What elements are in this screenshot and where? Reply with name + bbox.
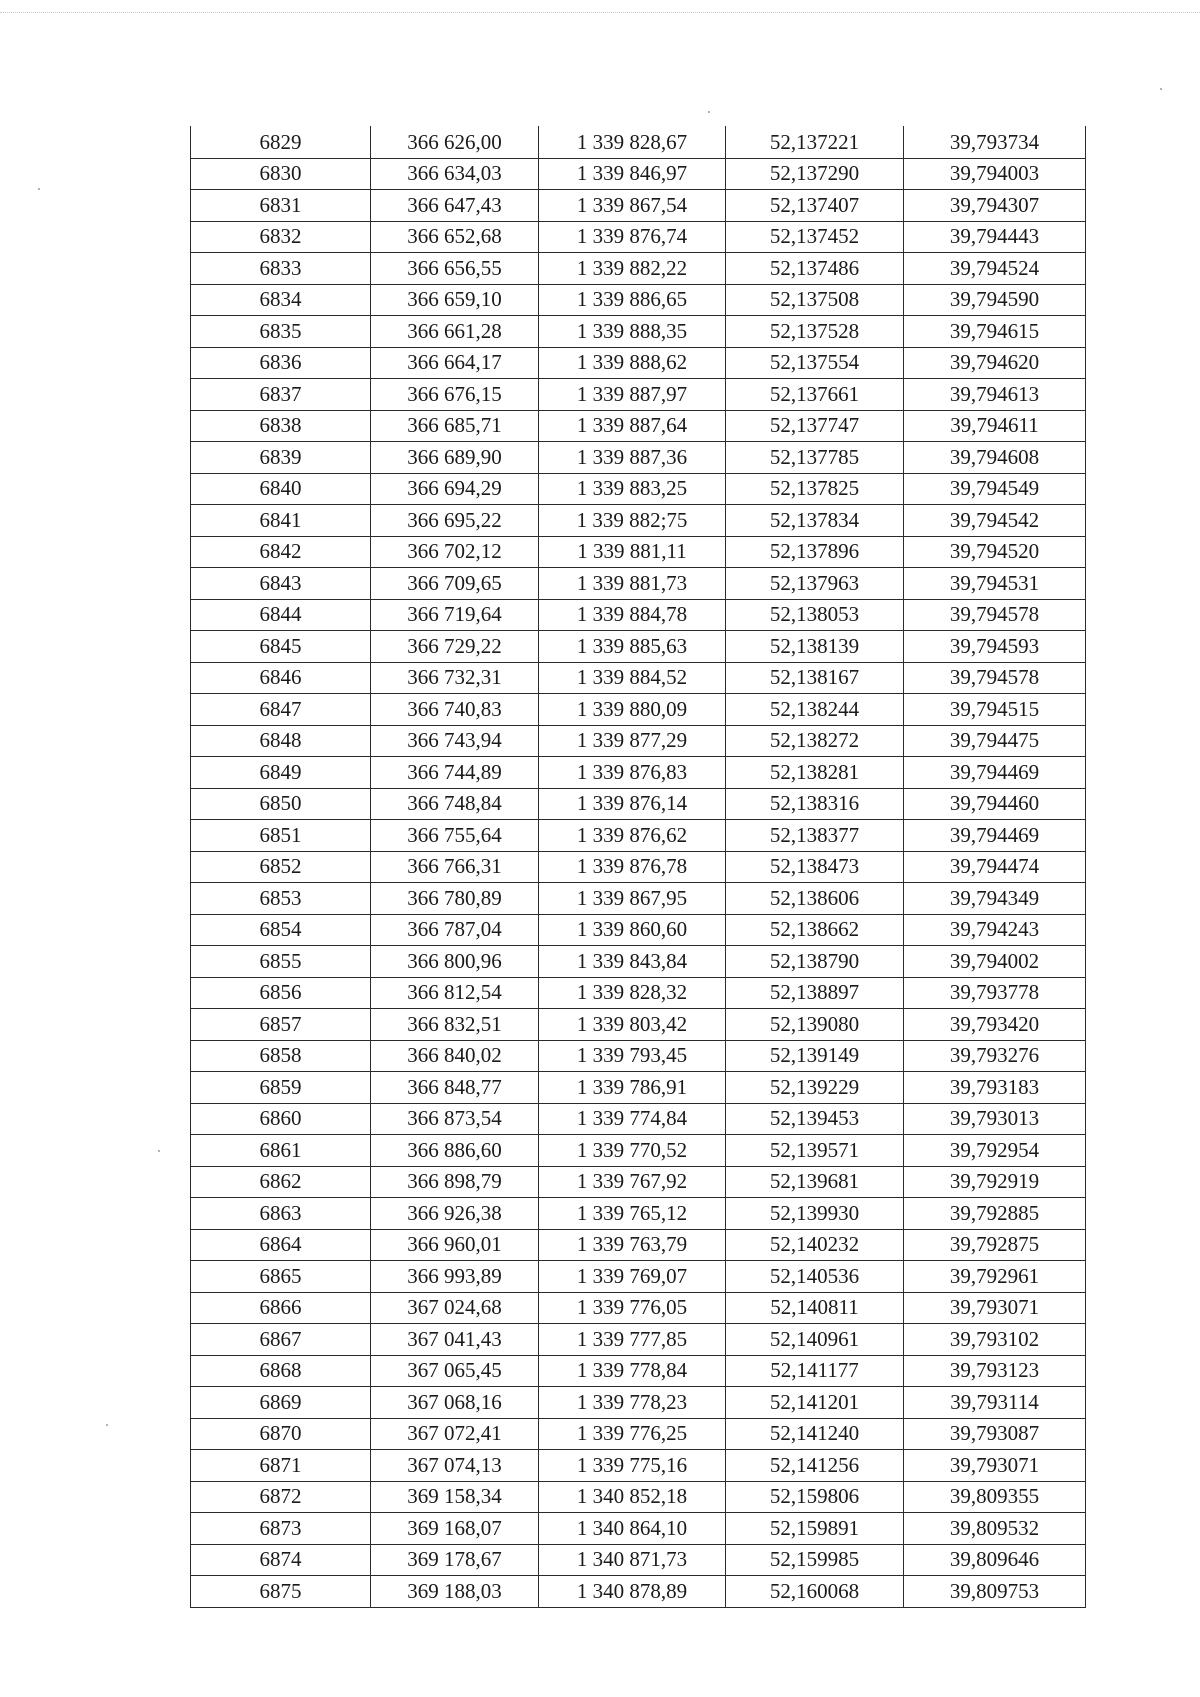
latitude-cell: 52,140232 bbox=[726, 1229, 904, 1261]
y-coordinate-cell: 1 339 884,78 bbox=[539, 599, 726, 631]
latitude-cell: 52,139930 bbox=[726, 1198, 904, 1230]
x-coordinate-cell: 366 694,29 bbox=[371, 473, 539, 505]
y-coordinate-cell: 1 339 867,54 bbox=[539, 190, 726, 222]
x-coordinate-cell: 366 729,22 bbox=[371, 631, 539, 663]
x-coordinate-cell: 366 685,71 bbox=[371, 410, 539, 442]
x-coordinate-cell: 366 719,64 bbox=[371, 599, 539, 631]
x-coordinate-cell: 366 664,17 bbox=[371, 347, 539, 379]
x-coordinate-cell: 367 041,43 bbox=[371, 1324, 539, 1356]
point-number-cell: 6853 bbox=[191, 883, 371, 915]
table-row bbox=[191, 1072, 1086, 1104]
point-number-cell: 6832 bbox=[191, 221, 371, 253]
x-coordinate-cell: 366 840,02 bbox=[371, 1040, 539, 1072]
y-coordinate-cell: 1 339 828,67 bbox=[539, 127, 726, 159]
point-number-cell: 6838 bbox=[191, 410, 371, 442]
x-coordinate-cell: 366 647,43 bbox=[371, 190, 539, 222]
y-coordinate-cell: 1 339 887,36 bbox=[539, 442, 726, 474]
point-number-cell: 6849 bbox=[191, 757, 371, 789]
y-coordinate-cell: 1 339 774,84 bbox=[539, 1103, 726, 1135]
point-number-cell: 6841 bbox=[191, 505, 371, 537]
y-coordinate-cell: 1 339 777,85 bbox=[539, 1324, 726, 1356]
latitude-cell: 52,141240 bbox=[726, 1418, 904, 1450]
point-number-cell: 6870 bbox=[191, 1418, 371, 1450]
point-number-cell: 6839 bbox=[191, 442, 371, 474]
y-coordinate-cell: 1 339 887,64 bbox=[539, 410, 726, 442]
point-number-cell: 6861 bbox=[191, 1135, 371, 1167]
latitude-cell: 52,137896 bbox=[726, 536, 904, 568]
point-number-cell: 6843 bbox=[191, 568, 371, 600]
point-number-cell: 6833 bbox=[191, 253, 371, 285]
longitude-cell: 39,793114 bbox=[904, 1387, 1086, 1419]
point-number-cell: 6842 bbox=[191, 536, 371, 568]
table-row bbox=[191, 1166, 1086, 1198]
y-coordinate-cell: 1 339 763,79 bbox=[539, 1229, 726, 1261]
longitude-cell: 39,793276 bbox=[904, 1040, 1086, 1072]
x-coordinate-cell: 369 168,07 bbox=[371, 1513, 539, 1545]
latitude-cell: 52,137528 bbox=[726, 316, 904, 348]
x-coordinate-cell: 366 800,96 bbox=[371, 946, 539, 978]
table-row bbox=[191, 410, 1086, 442]
y-coordinate-cell: 1 340 871,73 bbox=[539, 1544, 726, 1576]
table-row bbox=[191, 284, 1086, 316]
x-coordinate-cell: 366 659,10 bbox=[371, 284, 539, 316]
latitude-cell: 52,141177 bbox=[726, 1355, 904, 1387]
scan-speck bbox=[1160, 88, 1162, 90]
x-coordinate-cell: 366 766,31 bbox=[371, 851, 539, 883]
longitude-cell: 39,794608 bbox=[904, 442, 1086, 474]
x-coordinate-cell: 366 755,64 bbox=[371, 820, 539, 852]
x-coordinate-cell: 366 873,54 bbox=[371, 1103, 539, 1135]
latitude-cell: 52,139080 bbox=[726, 1009, 904, 1041]
y-coordinate-cell: 1 339 885,63 bbox=[539, 631, 726, 663]
table-row bbox=[191, 347, 1086, 379]
latitude-cell: 52,138897 bbox=[726, 977, 904, 1009]
point-number-cell: 6835 bbox=[191, 316, 371, 348]
latitude-cell: 52,159985 bbox=[726, 1544, 904, 1576]
table-row bbox=[191, 914, 1086, 946]
longitude-cell: 39,793013 bbox=[904, 1103, 1086, 1135]
y-coordinate-cell: 1 339 846,97 bbox=[539, 158, 726, 190]
longitude-cell: 39,794524 bbox=[904, 253, 1086, 285]
y-coordinate-cell: 1 339 843,84 bbox=[539, 946, 726, 978]
table-row bbox=[191, 1261, 1086, 1293]
y-coordinate-cell: 1 339 765,12 bbox=[539, 1198, 726, 1230]
table-row bbox=[191, 757, 1086, 789]
table-row bbox=[191, 1418, 1086, 1450]
longitude-cell: 39,794515 bbox=[904, 694, 1086, 726]
y-coordinate-cell: 1 339 828,32 bbox=[539, 977, 726, 1009]
table-row bbox=[191, 883, 1086, 915]
y-coordinate-cell: 1 339 888,62 bbox=[539, 347, 726, 379]
point-number-cell: 6862 bbox=[191, 1166, 371, 1198]
table-row bbox=[191, 788, 1086, 820]
point-number-cell: 6863 bbox=[191, 1198, 371, 1230]
x-coordinate-cell: 367 024,68 bbox=[371, 1292, 539, 1324]
coordinates-table-body bbox=[191, 127, 1086, 1608]
point-number-cell: 6859 bbox=[191, 1072, 371, 1104]
longitude-cell: 39,794443 bbox=[904, 221, 1086, 253]
x-coordinate-cell: 366 676,15 bbox=[371, 379, 539, 411]
longitude-cell: 39,793183 bbox=[904, 1072, 1086, 1104]
table-row bbox=[191, 662, 1086, 694]
table-row bbox=[191, 158, 1086, 190]
table-row bbox=[191, 379, 1086, 411]
longitude-cell: 39,793102 bbox=[904, 1324, 1086, 1356]
longitude-cell: 39,793071 bbox=[904, 1292, 1086, 1324]
point-number-cell: 6864 bbox=[191, 1229, 371, 1261]
x-coordinate-cell: 366 743,94 bbox=[371, 725, 539, 757]
scan-speck bbox=[106, 1424, 108, 1426]
latitude-cell: 52,137407 bbox=[726, 190, 904, 222]
point-number-cell: 6858 bbox=[191, 1040, 371, 1072]
longitude-cell: 39,792919 bbox=[904, 1166, 1086, 1198]
x-coordinate-cell: 366 886,60 bbox=[371, 1135, 539, 1167]
y-coordinate-cell: 1 339 880,09 bbox=[539, 694, 726, 726]
longitude-cell: 39,794469 bbox=[904, 820, 1086, 852]
table-row bbox=[191, 1103, 1086, 1135]
longitude-cell: 39,809355 bbox=[904, 1481, 1086, 1513]
table-row bbox=[191, 1355, 1086, 1387]
longitude-cell: 39,794620 bbox=[904, 347, 1086, 379]
table-row bbox=[191, 536, 1086, 568]
y-coordinate-cell: 1 339 883,25 bbox=[539, 473, 726, 505]
latitude-cell: 52,138053 bbox=[726, 599, 904, 631]
latitude-cell: 52,138606 bbox=[726, 883, 904, 915]
latitude-cell: 52,138244 bbox=[726, 694, 904, 726]
x-coordinate-cell: 366 740,83 bbox=[371, 694, 539, 726]
latitude-cell: 52,137452 bbox=[726, 221, 904, 253]
y-coordinate-cell: 1 339 886,65 bbox=[539, 284, 726, 316]
x-coordinate-cell: 366 702,12 bbox=[371, 536, 539, 568]
longitude-cell: 39,809532 bbox=[904, 1513, 1086, 1545]
y-coordinate-cell: 1 339 884,52 bbox=[539, 662, 726, 694]
point-number-cell: 6845 bbox=[191, 631, 371, 663]
x-coordinate-cell: 366 960,01 bbox=[371, 1229, 539, 1261]
y-coordinate-cell: 1 339 876,62 bbox=[539, 820, 726, 852]
longitude-cell: 39,794243 bbox=[904, 914, 1086, 946]
latitude-cell: 52,137661 bbox=[726, 379, 904, 411]
point-number-cell: 6847 bbox=[191, 694, 371, 726]
table-row bbox=[191, 694, 1086, 726]
longitude-cell: 39,793734 bbox=[904, 127, 1086, 159]
table-row bbox=[191, 977, 1086, 1009]
longitude-cell: 39,794531 bbox=[904, 568, 1086, 600]
table-row bbox=[191, 568, 1086, 600]
point-number-cell: 6875 bbox=[191, 1576, 371, 1608]
point-number-cell: 6836 bbox=[191, 347, 371, 379]
x-coordinate-cell: 369 188,03 bbox=[371, 1576, 539, 1608]
x-coordinate-cell: 367 065,45 bbox=[371, 1355, 539, 1387]
point-number-cell: 6846 bbox=[191, 662, 371, 694]
x-coordinate-cell: 366 748,84 bbox=[371, 788, 539, 820]
latitude-cell: 52,138662 bbox=[726, 914, 904, 946]
point-number-cell: 6848 bbox=[191, 725, 371, 757]
y-coordinate-cell: 1 339 881,11 bbox=[539, 536, 726, 568]
longitude-cell: 39,794549 bbox=[904, 473, 1086, 505]
point-number-cell: 6854 bbox=[191, 914, 371, 946]
latitude-cell: 52,141256 bbox=[726, 1450, 904, 1482]
table-row bbox=[191, 473, 1086, 505]
point-number-cell: 6856 bbox=[191, 977, 371, 1009]
latitude-cell: 52,138272 bbox=[726, 725, 904, 757]
table-row bbox=[191, 851, 1086, 883]
latitude-cell: 52,137963 bbox=[726, 568, 904, 600]
table-row bbox=[191, 725, 1086, 757]
point-number-cell: 6860 bbox=[191, 1103, 371, 1135]
x-coordinate-cell: 367 068,16 bbox=[371, 1387, 539, 1419]
y-coordinate-cell: 1 339 803,42 bbox=[539, 1009, 726, 1041]
latitude-cell: 52,159891 bbox=[726, 1513, 904, 1545]
latitude-cell: 52,139453 bbox=[726, 1103, 904, 1135]
latitude-cell: 52,141201 bbox=[726, 1387, 904, 1419]
latitude-cell: 52,140536 bbox=[726, 1261, 904, 1293]
y-coordinate-cell: 1 339 876,78 bbox=[539, 851, 726, 883]
point-number-cell: 6831 bbox=[191, 190, 371, 222]
table-row bbox=[191, 1198, 1086, 1230]
table-row bbox=[191, 1513, 1086, 1545]
y-coordinate-cell: 1 339 793,45 bbox=[539, 1040, 726, 1072]
longitude-cell: 39,794615 bbox=[904, 316, 1086, 348]
x-coordinate-cell: 366 926,38 bbox=[371, 1198, 539, 1230]
table-row bbox=[191, 820, 1086, 852]
table-row bbox=[191, 442, 1086, 474]
scan-edge-line bbox=[0, 12, 1200, 13]
x-coordinate-cell: 369 178,67 bbox=[371, 1544, 539, 1576]
x-coordinate-cell: 366 652,68 bbox=[371, 221, 539, 253]
longitude-cell: 39,794349 bbox=[904, 883, 1086, 915]
y-coordinate-cell: 1 339 876,83 bbox=[539, 757, 726, 789]
latitude-cell: 52,140961 bbox=[726, 1324, 904, 1356]
point-number-cell: 6857 bbox=[191, 1009, 371, 1041]
x-coordinate-cell: 366 832,51 bbox=[371, 1009, 539, 1041]
longitude-cell: 39,793123 bbox=[904, 1355, 1086, 1387]
table-row bbox=[191, 1135, 1086, 1167]
x-coordinate-cell: 366 732,31 bbox=[371, 662, 539, 694]
point-number-cell: 6852 bbox=[191, 851, 371, 883]
latitude-cell: 52,137747 bbox=[726, 410, 904, 442]
longitude-cell: 39,792875 bbox=[904, 1229, 1086, 1261]
point-number-cell: 6871 bbox=[191, 1450, 371, 1482]
x-coordinate-cell: 366 780,89 bbox=[371, 883, 539, 915]
latitude-cell: 52,137834 bbox=[726, 505, 904, 537]
x-coordinate-cell: 366 709,65 bbox=[371, 568, 539, 600]
latitude-cell: 52,137508 bbox=[726, 284, 904, 316]
y-coordinate-cell: 1 339 876,14 bbox=[539, 788, 726, 820]
y-coordinate-cell: 1 340 864,10 bbox=[539, 1513, 726, 1545]
table-row bbox=[191, 1481, 1086, 1513]
y-coordinate-cell: 1 339 786,91 bbox=[539, 1072, 726, 1104]
y-coordinate-cell: 1 339 867,95 bbox=[539, 883, 726, 915]
table-row bbox=[191, 221, 1086, 253]
latitude-cell: 52,138316 bbox=[726, 788, 904, 820]
table-row bbox=[191, 1450, 1086, 1482]
longitude-cell: 39,794469 bbox=[904, 757, 1086, 789]
x-coordinate-cell: 366 812,54 bbox=[371, 977, 539, 1009]
x-coordinate-cell: 366 626,00 bbox=[371, 127, 539, 159]
latitude-cell: 52,140811 bbox=[726, 1292, 904, 1324]
scan-speck bbox=[158, 1150, 160, 1152]
latitude-cell: 52,137825 bbox=[726, 473, 904, 505]
table-row bbox=[191, 1009, 1086, 1041]
x-coordinate-cell: 366 656,55 bbox=[371, 253, 539, 285]
y-coordinate-cell: 1 339 860,60 bbox=[539, 914, 726, 946]
x-coordinate-cell: 366 634,03 bbox=[371, 158, 539, 190]
longitude-cell: 39,794590 bbox=[904, 284, 1086, 316]
x-coordinate-cell: 367 072,41 bbox=[371, 1418, 539, 1450]
y-coordinate-cell: 1 339 877,29 bbox=[539, 725, 726, 757]
latitude-cell: 52,138139 bbox=[726, 631, 904, 663]
longitude-cell: 39,794003 bbox=[904, 158, 1086, 190]
longitude-cell: 39,794613 bbox=[904, 379, 1086, 411]
latitude-cell: 52,138473 bbox=[726, 851, 904, 883]
y-coordinate-cell: 1 339 776,25 bbox=[539, 1418, 726, 1450]
latitude-cell: 52,137554 bbox=[726, 347, 904, 379]
point-number-cell: 6855 bbox=[191, 946, 371, 978]
y-coordinate-cell: 1 340 852,18 bbox=[539, 1481, 726, 1513]
point-number-cell: 6851 bbox=[191, 820, 371, 852]
longitude-cell: 39,794578 bbox=[904, 599, 1086, 631]
longitude-cell: 39,793420 bbox=[904, 1009, 1086, 1041]
point-number-cell: 6834 bbox=[191, 284, 371, 316]
latitude-cell: 52,137785 bbox=[726, 442, 904, 474]
x-coordinate-cell: 367 074,13 bbox=[371, 1450, 539, 1482]
point-number-cell: 6872 bbox=[191, 1481, 371, 1513]
table-row bbox=[191, 1387, 1086, 1419]
y-coordinate-cell: 1 339 776,05 bbox=[539, 1292, 726, 1324]
table-row bbox=[191, 631, 1086, 663]
point-number-cell: 6868 bbox=[191, 1355, 371, 1387]
longitude-cell: 39,794578 bbox=[904, 662, 1086, 694]
latitude-cell: 52,159806 bbox=[726, 1481, 904, 1513]
longitude-cell: 39,793071 bbox=[904, 1450, 1086, 1482]
point-number-cell: 6840 bbox=[191, 473, 371, 505]
point-number-cell: 6874 bbox=[191, 1544, 371, 1576]
point-number-cell: 6866 bbox=[191, 1292, 371, 1324]
table-row bbox=[191, 599, 1086, 631]
y-coordinate-cell: 1 339 882,22 bbox=[539, 253, 726, 285]
y-coordinate-cell: 1 339 778,23 bbox=[539, 1387, 726, 1419]
table-row bbox=[191, 253, 1086, 285]
longitude-cell: 39,792885 bbox=[904, 1198, 1086, 1230]
longitude-cell: 39,794307 bbox=[904, 190, 1086, 222]
latitude-cell: 52,138281 bbox=[726, 757, 904, 789]
table-row bbox=[191, 316, 1086, 348]
x-coordinate-cell: 366 898,79 bbox=[371, 1166, 539, 1198]
table-row bbox=[191, 505, 1086, 537]
latitude-cell: 52,139229 bbox=[726, 1072, 904, 1104]
point-number-cell: 6830 bbox=[191, 158, 371, 190]
y-coordinate-cell: 1 339 767,92 bbox=[539, 1166, 726, 1198]
longitude-cell: 39,794475 bbox=[904, 725, 1086, 757]
longitude-cell: 39,794460 bbox=[904, 788, 1086, 820]
y-coordinate-cell: 1 340 878,89 bbox=[539, 1576, 726, 1608]
point-number-cell: 6844 bbox=[191, 599, 371, 631]
latitude-cell: 52,137290 bbox=[726, 158, 904, 190]
longitude-cell: 39,809646 bbox=[904, 1544, 1086, 1576]
y-coordinate-cell: 1 339 876,74 bbox=[539, 221, 726, 253]
table-row bbox=[191, 1544, 1086, 1576]
table-row bbox=[191, 127, 1086, 159]
latitude-cell: 52,139149 bbox=[726, 1040, 904, 1072]
longitude-cell: 39,793778 bbox=[904, 977, 1086, 1009]
x-coordinate-cell: 366 689,90 bbox=[371, 442, 539, 474]
y-coordinate-cell: 1 339 882;75 bbox=[539, 505, 726, 537]
y-coordinate-cell: 1 339 769,07 bbox=[539, 1261, 726, 1293]
latitude-cell: 52,137221 bbox=[726, 127, 904, 159]
y-coordinate-cell: 1 339 888,35 bbox=[539, 316, 726, 348]
point-number-cell: 6837 bbox=[191, 379, 371, 411]
x-coordinate-cell: 366 744,89 bbox=[371, 757, 539, 789]
point-number-cell: 6867 bbox=[191, 1324, 371, 1356]
table-row bbox=[191, 190, 1086, 222]
table-row bbox=[191, 1292, 1086, 1324]
x-coordinate-cell: 366 993,89 bbox=[371, 1261, 539, 1293]
table-row bbox=[191, 1576, 1086, 1608]
x-coordinate-cell: 366 787,04 bbox=[371, 914, 539, 946]
latitude-cell: 52,137486 bbox=[726, 253, 904, 285]
x-coordinate-cell: 366 848,77 bbox=[371, 1072, 539, 1104]
scan-speck bbox=[38, 188, 40, 190]
longitude-cell: 39,792954 bbox=[904, 1135, 1086, 1167]
latitude-cell: 52,138377 bbox=[726, 820, 904, 852]
table-row bbox=[191, 1229, 1086, 1261]
y-coordinate-cell: 1 339 778,84 bbox=[539, 1355, 726, 1387]
latitude-cell: 52,160068 bbox=[726, 1576, 904, 1608]
latitude-cell: 52,139681 bbox=[726, 1166, 904, 1198]
x-coordinate-cell: 369 158,34 bbox=[371, 1481, 539, 1513]
longitude-cell: 39,794542 bbox=[904, 505, 1086, 537]
longitude-cell: 39,793087 bbox=[904, 1418, 1086, 1450]
x-coordinate-cell: 366 695,22 bbox=[371, 505, 539, 537]
table-row bbox=[191, 946, 1086, 978]
longitude-cell: 39,794593 bbox=[904, 631, 1086, 663]
point-number-cell: 6865 bbox=[191, 1261, 371, 1293]
table-row bbox=[191, 1324, 1086, 1356]
latitude-cell: 52,138790 bbox=[726, 946, 904, 978]
point-number-cell: 6829 bbox=[191, 127, 371, 159]
scan-speck bbox=[708, 111, 710, 113]
y-coordinate-cell: 1 339 775,16 bbox=[539, 1450, 726, 1482]
y-coordinate-cell: 1 339 770,52 bbox=[539, 1135, 726, 1167]
longitude-cell: 39,794520 bbox=[904, 536, 1086, 568]
point-number-cell: 6873 bbox=[191, 1513, 371, 1545]
latitude-cell: 52,139571 bbox=[726, 1135, 904, 1167]
y-coordinate-cell: 1 339 881,73 bbox=[539, 568, 726, 600]
longitude-cell: 39,809753 bbox=[904, 1576, 1086, 1608]
x-coordinate-cell: 366 661,28 bbox=[371, 316, 539, 348]
latitude-cell: 52,138167 bbox=[726, 662, 904, 694]
coordinates-table bbox=[190, 126, 1086, 1608]
table-row bbox=[191, 1040, 1086, 1072]
longitude-cell: 39,794474 bbox=[904, 851, 1086, 883]
longitude-cell: 39,792961 bbox=[904, 1261, 1086, 1293]
longitude-cell: 39,794611 bbox=[904, 410, 1086, 442]
point-number-cell: 6850 bbox=[191, 788, 371, 820]
y-coordinate-cell: 1 339 887,97 bbox=[539, 379, 726, 411]
point-number-cell: 6869 bbox=[191, 1387, 371, 1419]
longitude-cell: 39,794002 bbox=[904, 946, 1086, 978]
